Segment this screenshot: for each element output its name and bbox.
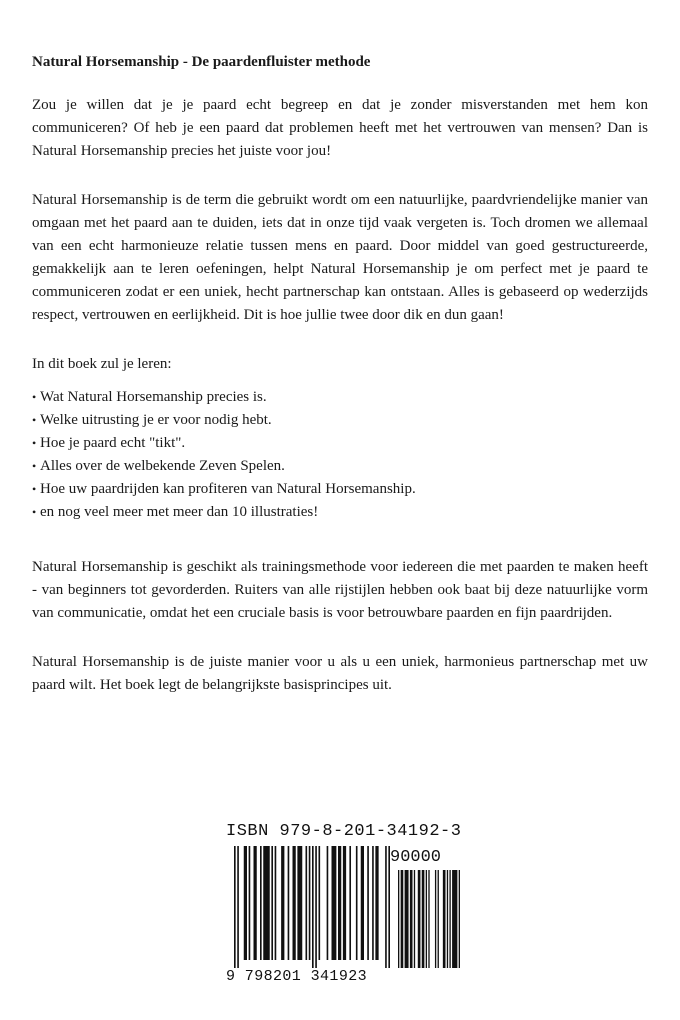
barcode-bar xyxy=(438,870,439,968)
back-cover-text xyxy=(32,52,648,723)
barcode-bar xyxy=(249,846,251,960)
barcode-bar xyxy=(367,846,369,960)
barcode-bar xyxy=(349,846,351,960)
bullet-icon: • xyxy=(32,436,37,450)
barcode-bar xyxy=(449,870,450,968)
barcode-bar xyxy=(309,846,311,960)
barcode-digits: 9 798201 341923 xyxy=(226,968,368,985)
barcode-bar xyxy=(385,846,387,968)
barcode-bar xyxy=(426,870,427,968)
barcode-bar xyxy=(410,870,413,968)
barcode-bar xyxy=(293,846,296,960)
barcode-bar xyxy=(254,846,257,960)
barcode-bar xyxy=(271,846,273,960)
barcode-bar xyxy=(234,846,236,968)
list-item: • Hoe uw paardrijden kan profiteren van Natural Horsemanship. xyxy=(32,478,648,501)
barcode-bar xyxy=(361,846,364,960)
barcode-bar xyxy=(260,846,262,960)
barcode-bar xyxy=(414,870,415,968)
barcode-bar xyxy=(237,846,239,968)
barcode-bar xyxy=(343,846,346,960)
barcode-bar xyxy=(332,846,337,960)
bullet-icon: • xyxy=(32,390,37,404)
barcode-bar xyxy=(263,846,270,960)
barcode-bar xyxy=(405,870,409,968)
barcode-bar xyxy=(422,870,425,968)
list-item: • Welke uitrusting je er voor nodig hebt. xyxy=(32,409,648,432)
barcode-bar xyxy=(375,846,378,960)
barcode-bar xyxy=(443,870,446,968)
barcode-bar xyxy=(447,870,448,968)
barcode-bar xyxy=(356,846,358,960)
barcode-main-icon xyxy=(234,846,390,968)
bullet-list xyxy=(32,386,648,524)
book-title: Natural Horsemanship - De paardenfluister methode xyxy=(32,54,371,70)
closing-paragraph-2: Natural Horsemanship is de juiste manier voor u als u een uniek, harmonieus partnerschap met uw paard wilt. Het boek legt de belangrijkste basisprincipes uit. xyxy=(32,654,648,693)
barcode-bar xyxy=(288,846,290,960)
barcode-bar xyxy=(306,846,308,960)
bullet-icon: • xyxy=(32,505,37,519)
barcode-bar xyxy=(388,846,390,968)
barcode-bar xyxy=(327,846,329,960)
barcode-bar xyxy=(319,846,321,960)
barcode-bar xyxy=(338,846,341,960)
barcode-bar xyxy=(435,870,436,968)
list-item: • Alles over de welbekende Zeven Spelen. xyxy=(32,455,648,478)
isbn-label: ISBN 979-8-201-34192-3 xyxy=(226,822,462,841)
closing-paragraph-1: Natural Horsemanship is geschikt als trainingsmethode voor iedereen die met paarden te maken heeft - van beginners tot gevorderden. Ruiters van alle rijstijlen hebben ook baat bij deze natuurlijke vorm van communicatie, omdat het een cruciale basis is voor betrouwbare paarden en fijn paardrijden. xyxy=(32,559,648,621)
barcode-bar xyxy=(372,846,374,960)
barcode-bar xyxy=(244,846,247,960)
isbn-barcode xyxy=(226,822,466,987)
bullet-icon: • xyxy=(32,482,37,496)
barcode-bar xyxy=(401,870,404,968)
barcode-bar xyxy=(418,870,421,968)
bullet-icon: • xyxy=(32,459,37,473)
barcode-bar xyxy=(398,870,399,968)
intro-paragraph-2: Natural Horsemanship is de term die gebruikt wordt om een natuurlijke, paardvriendelijke manier van omgaan met het paard aan te duiden, iets dat in onze tijd vaak vergeten is. Toch dromen we allemaal van een echt harmonieuze relatie tussen mens en paard. Door middel van goed gestructureerde, gemakkelijk aan te leren oefeningen, helpt Natural Horsemanship je om perfect met je paard te communiceren zodat er een uniek, hecht partnerschap kan ontstaan. Alles is gebaseerd op wederzijds respect, vertrouwen en eerlijkheid. Dit is hoe jullie twee door dik en dun gaan! xyxy=(32,192,648,323)
list-intro: In dit boek zul je leren: xyxy=(32,356,172,372)
barcode-bar xyxy=(428,870,429,968)
barcode-bar xyxy=(297,846,302,960)
isbn-addon-number: 90000 xyxy=(390,848,442,867)
barcode-bar xyxy=(281,846,284,960)
barcode-bar xyxy=(452,870,457,968)
barcode-addon-icon xyxy=(398,870,460,968)
list-item: • Hoe je paard echt "tikt". xyxy=(32,432,648,455)
list-item: • Wat Natural Horsemanship precies is. xyxy=(32,386,648,409)
barcode-bar xyxy=(315,846,317,968)
list-item: • en nog veel meer met meer dan 10 illustraties! xyxy=(32,501,648,524)
barcode-bar xyxy=(459,870,460,968)
bullet-icon: • xyxy=(32,413,37,427)
barcode-bar xyxy=(275,846,277,960)
barcode-bar xyxy=(312,846,314,968)
intro-paragraph-1: Zou je willen dat je je paard echt begreep en dat je zonder misverstanden met hem kon communiceren? Of heb je een paard dat problemen heeft met het vertrouwen van mensen? Dan is Natural Horsemanship precies het juiste voor jou! xyxy=(32,97,648,159)
